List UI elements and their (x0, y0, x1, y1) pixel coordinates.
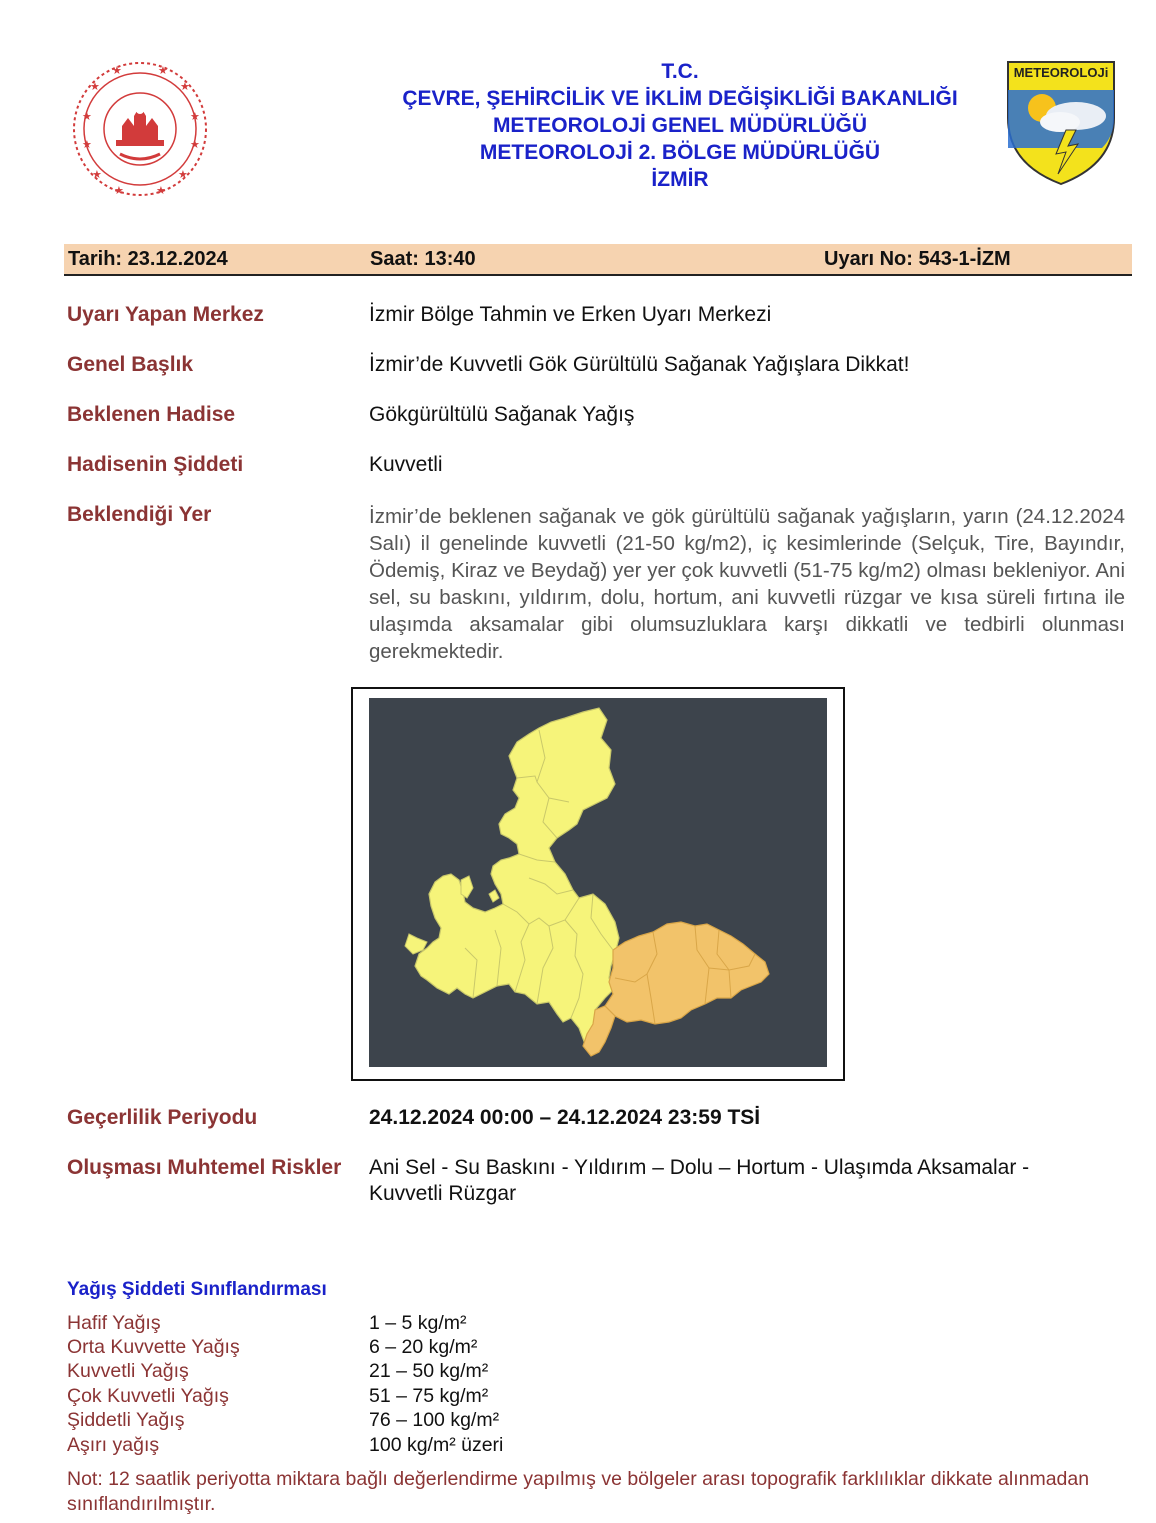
classification-note: Not: 12 saatlik periyotta miktara bağlı değerlendirme yapılmış ve bölgeler arası topografik farklılıklar dikkate alınmadan sınıflandırılmıştır. (67, 1468, 1090, 1515)
header-line-ministry: ÇEVRE, ŞEHİRCİLİK VE İKLİM DEĞİŞİKLİĞİ BAKANLIĞI (402, 87, 958, 110)
title-label: Genel Başlık (67, 353, 194, 376)
map-region-yellow (415, 708, 619, 1044)
validity-label: Geçerlilik Periyodu (67, 1106, 258, 1129)
classification-value: 51 – 75 kg/m² (369, 1385, 489, 1407)
map-island-small (489, 890, 499, 902)
classification-value: 100 kg/m² üzeri (369, 1434, 504, 1456)
event-label: Beklenen Hadise (67, 403, 236, 426)
classification-name: Hafif Yağış (67, 1312, 161, 1334)
meteoroloji-logo (1002, 56, 1120, 188)
svg-text:★: ★ (112, 65, 122, 77)
header-line-tc: T.C. (661, 60, 699, 83)
svg-text:★: ★ (178, 169, 188, 181)
warning-map (351, 687, 845, 1081)
warning-date: Tarih: 23.12.2024 (68, 248, 228, 270)
risks-label: Oluşması Muhtemel Riskler (67, 1156, 342, 1179)
classification-row (67, 1336, 667, 1360)
classification-title: Yağış Şiddeti Sınıflandırması (67, 1279, 327, 1300)
classification-row (67, 1360, 667, 1384)
svg-text:★: ★ (90, 81, 100, 93)
classification-name: Şiddetli Yağış (67, 1409, 185, 1431)
classification-name: Çok Kuvvetli Yağış (67, 1385, 229, 1407)
classification-row (67, 1409, 667, 1433)
map-region-orange (605, 922, 769, 1024)
svg-text:★: ★ (114, 185, 124, 197)
place-label: Beklendiği Yer (67, 503, 212, 526)
event-value: Gökgürültülü Sağanak Yağış (369, 403, 635, 426)
center-label: Uyarı Yapan Merkez (67, 303, 264, 326)
map-island (461, 876, 473, 898)
classification-row (67, 1312, 667, 1336)
svg-text:★: ★ (158, 65, 168, 77)
svg-text:★: ★ (180, 81, 190, 93)
svg-text:★: ★ (82, 139, 92, 151)
map-canvas (369, 698, 827, 1067)
svg-text:★: ★ (190, 139, 200, 151)
classification-value: 21 – 50 kg/m² (369, 1360, 489, 1382)
logo-text: METEOROLOJi (1013, 65, 1109, 80)
place-description: İzmir’de beklenen sağanak ve gök gürültülü sağanak yağışların, yarın (24.12.2024 Salı) il genelinde kuvvetli (21-50 kg/m2), iç kesimlerinde (Selçuk, Tire, Bayındır, Ödemiş, Kiraz ve Beydağ) yer yer çok kuvvetli (51-75 kg/m2) olması bekleniyor. Ani sel, su baskını, yıldırım, dolu, hortum, ani kuvvetli rüzgar ve kısa süreli fırtına ile ulaşımda aksamalar gibi olumsuzluklara karşı dikkatli ve tedbirli olunması gerekmektedir. (369, 505, 1125, 663)
classification-row (67, 1434, 667, 1458)
header-line-city: İZMİR (651, 168, 709, 191)
ministry-seal-logo (66, 60, 214, 198)
center-value: İzmir Bölge Tahmin ve Erken Uyarı Merkezi (369, 303, 772, 326)
classification-value: 76 – 100 kg/m² (369, 1409, 500, 1431)
severity-label: Hadisenin Şiddeti (67, 453, 244, 476)
classification-value: 1 – 5 kg/m² (369, 1312, 467, 1334)
warning-number: Uyarı No: 543-1-İZM (824, 248, 1011, 270)
header-line-directorate: METEOROLOJİ GENEL MÜDÜRLÜĞÜ (492, 114, 868, 137)
warning-time: Saat: 13:40 (370, 248, 476, 270)
validity-value: 24.12.2024 00:00 – 24.12.2024 23:59 TSİ (369, 1106, 761, 1129)
header-line-region: METEOROLOJİ 2. BÖLGE MÜDÜRLÜĞÜ (479, 141, 881, 164)
severity-value: Kuvvetli (369, 453, 443, 476)
classification-name: Orta Kuvvette Yağış (67, 1336, 240, 1358)
header-titles (300, 58, 1060, 193)
izmir-region-map (369, 698, 827, 1067)
svg-text:★: ★ (82, 111, 92, 123)
svg-text:★: ★ (156, 185, 166, 197)
svg-text:★: ★ (92, 169, 102, 181)
risks-value-line1: Ani Sel - Su Baskını - Yıldırım – Dolu – Hortum - Ulaşımda Aksamalar - (369, 1156, 1030, 1179)
classification-row (67, 1385, 667, 1409)
svg-text:★: ★ (190, 111, 200, 123)
info-bar (64, 244, 1132, 276)
title-value: İzmir’de Kuvvetli Gök Gürültülü Sağanak Yağışlara Dikkat! (369, 353, 910, 376)
risks-value-line2: Kuvvetli Rüzgar (369, 1182, 517, 1205)
classification-name: Kuvvetli Yağış (67, 1360, 189, 1382)
classification-name: Aşırı yağış (67, 1434, 160, 1456)
classification-value: 6 – 20 kg/m² (369, 1336, 478, 1358)
